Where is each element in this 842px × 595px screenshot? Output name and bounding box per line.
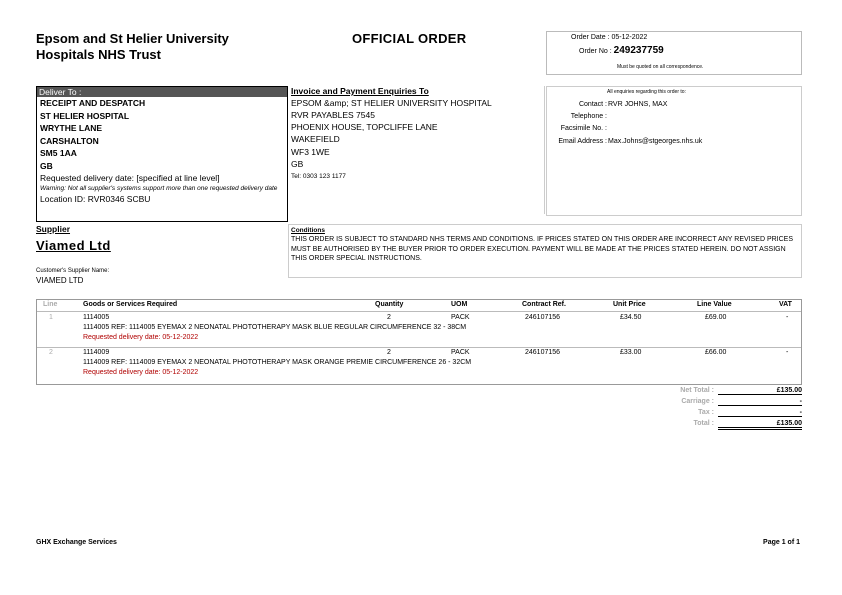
net-total-label: Net Total :	[680, 387, 714, 394]
column-header: Unit Price	[613, 301, 646, 308]
invoice-address-line: PHOENIX HOUSE, TOPCLIFFE LANE	[291, 122, 438, 132]
carriage-row	[640, 398, 802, 409]
item-quantity: 2	[387, 314, 391, 321]
item-contract-ref: 246107156	[525, 314, 561, 321]
contact-intro: All enquiries regarding this order to:	[607, 89, 686, 95]
table-row	[37, 313, 801, 349]
footer-page-number: Page 1 of 1	[763, 539, 800, 546]
order-date	[571, 34, 647, 41]
tax-row	[640, 409, 802, 420]
invoice-address-line: WF3 1WE	[291, 147, 330, 157]
column-header: UOM	[451, 301, 468, 308]
invoice-address-line: EPSOM &amp; ST HELIER UNIVERSITY HOSPITAL	[291, 98, 492, 108]
order-number-value: 249237759	[613, 45, 664, 56]
line-number: 1	[49, 314, 53, 321]
order-number-label: Order No :	[579, 48, 612, 55]
table-header	[37, 300, 801, 312]
deliver-address-line: SM5 1AA	[40, 148, 77, 158]
contact-label: Contact :	[578, 101, 607, 108]
order-number	[579, 45, 664, 56]
deliver-requested-date: Requested delivery date: [specified at line level]	[40, 173, 220, 183]
deliver-address-line: GB	[40, 160, 53, 171]
document-title: OFFICIAL ORDER	[352, 31, 467, 46]
column-header: Quantity	[375, 301, 404, 308]
column-header: Line Value	[697, 301, 732, 308]
carriage-label: Carriage :	[681, 398, 714, 405]
item-uom: PACK	[451, 349, 470, 356]
item-contract-ref: 246107156	[525, 349, 561, 356]
deliver-warning: Warning: Not all supplier's systems support more than one requested delivery date	[40, 184, 278, 192]
order-date-label: Order Date :	[571, 34, 610, 41]
order-date-value: 05-12-2022	[611, 34, 648, 41]
net-total-row	[640, 387, 802, 398]
email-label: Email Address :	[558, 138, 607, 145]
conditions-box	[288, 224, 802, 278]
deliver-address-line: CARSHALTON	[40, 135, 99, 146]
trust-name	[36, 31, 296, 63]
grand-total-label: Total :	[693, 420, 714, 427]
column-header: Goods or Services Required	[83, 301, 178, 308]
deliver-address-line: ST HELIER HOSPITAL	[40, 110, 130, 121]
column-header: VAT	[779, 301, 792, 308]
conditions-text: THIS ORDER IS SUBJECT TO STANDARD NHS TERMS AND CONDITIONS. IF PRICES STATED ON THIS ORDER ARE INCORRECT ANY REVISED PRICES MUST BE AUTHORISED BY THE BUYER PRIOR TO ORDER EXECUTION. PAYMENT WILL BE MADE AT THE PRICES STATED HEREIN. DO NOT ASSIGN THIS ORDER SPECIAL INSTRUCTIONS.	[291, 236, 794, 262]
tax-label: Tax :	[698, 409, 714, 416]
trust-name-line2: Hospitals NHS Trust	[36, 47, 161, 62]
item-uom: PACK	[451, 314, 470, 321]
deliver-location-id: Location ID: RVR0346 SCBU	[40, 193, 151, 204]
invoice-telephone: Tel: 0303 123 1177	[291, 173, 346, 180]
item-description: 1114005 REF: 1114005 EYEMAX 2 NEONATAL PHOTOTHERAPY MASK BLUE REGULAR CIRCUMFERENCE 32 - 38CM	[83, 324, 467, 331]
item-code: 1114005	[83, 314, 110, 321]
item-vat: -	[786, 349, 789, 356]
item-requested-date: Requested delivery date: 05-12-2022	[83, 334, 199, 341]
footer-provider: GHX Exchange Services	[36, 539, 117, 546]
invoice-heading: Invoice and Payment Enquiries To	[291, 86, 429, 96]
item-unit-price: £33.00	[620, 349, 642, 356]
invoice-address-line: RVR PAYABLES 7545	[291, 110, 375, 120]
contact-value: RVR JOHNS, MAX	[608, 101, 668, 108]
tax-value: -	[718, 409, 802, 417]
invoice-box	[288, 86, 545, 214]
column-header: Contract Ref.	[522, 301, 566, 308]
line-number: 2	[49, 349, 53, 356]
item-description: 1114009 REF: 1114009 EYEMAX 2 NEONATAL PHOTOTHERAPY MASK ORANGE PREMIE CIRCUMFERENCE 26 - 32CM	[83, 359, 472, 366]
order-note: Must be quoted on all correspondence.	[617, 64, 704, 70]
deliver-to-box	[36, 86, 288, 222]
conditions-heading: Conditions	[291, 227, 325, 234]
customer-supplier-label: Customer's Supplier Name:	[36, 268, 110, 274]
carriage-value: -	[718, 398, 802, 406]
item-quantity: 2	[387, 349, 391, 356]
grand-total-row	[640, 420, 802, 431]
item-vat: -	[786, 314, 789, 321]
table-row	[37, 347, 801, 384]
telephone-label: Telephone :	[570, 113, 607, 120]
item-line-value: £69.00	[705, 314, 727, 321]
contact-box	[546, 86, 802, 216]
item-code: 1114009	[83, 349, 110, 356]
supplier-name: Viamed Ltd	[36, 238, 111, 253]
deliver-to-heading: Deliver To :	[37, 87, 287, 97]
email-value: Max.Johns@stgeorges.nhs.uk	[608, 138, 703, 145]
order-info-box	[546, 31, 802, 75]
grand-total-value: £135.00	[718, 420, 802, 430]
invoice-address-line: WAKEFIELD	[291, 134, 340, 144]
deliver-address-line: WRYTHE LANE	[40, 123, 103, 133]
fax-label: Facsimile No. :	[560, 125, 607, 132]
invoice-address-line: GB	[291, 159, 304, 169]
column-header: Line	[43, 301, 58, 308]
order-lines-table	[36, 299, 802, 385]
customer-supplier-value: VIAMED LTD	[36, 276, 84, 285]
net-total-value: £135.00	[718, 387, 802, 395]
trust-name-line1: Epsom and St Helier University	[36, 31, 229, 46]
deliver-address-line: RECEIPT AND DESPATCH	[40, 98, 146, 108]
item-unit-price: £34.50	[620, 314, 642, 321]
item-line-value: £66.00	[705, 349, 727, 356]
item-requested-date: Requested delivery date: 05-12-2022	[83, 369, 199, 376]
supplier-heading: Supplier	[36, 224, 71, 234]
